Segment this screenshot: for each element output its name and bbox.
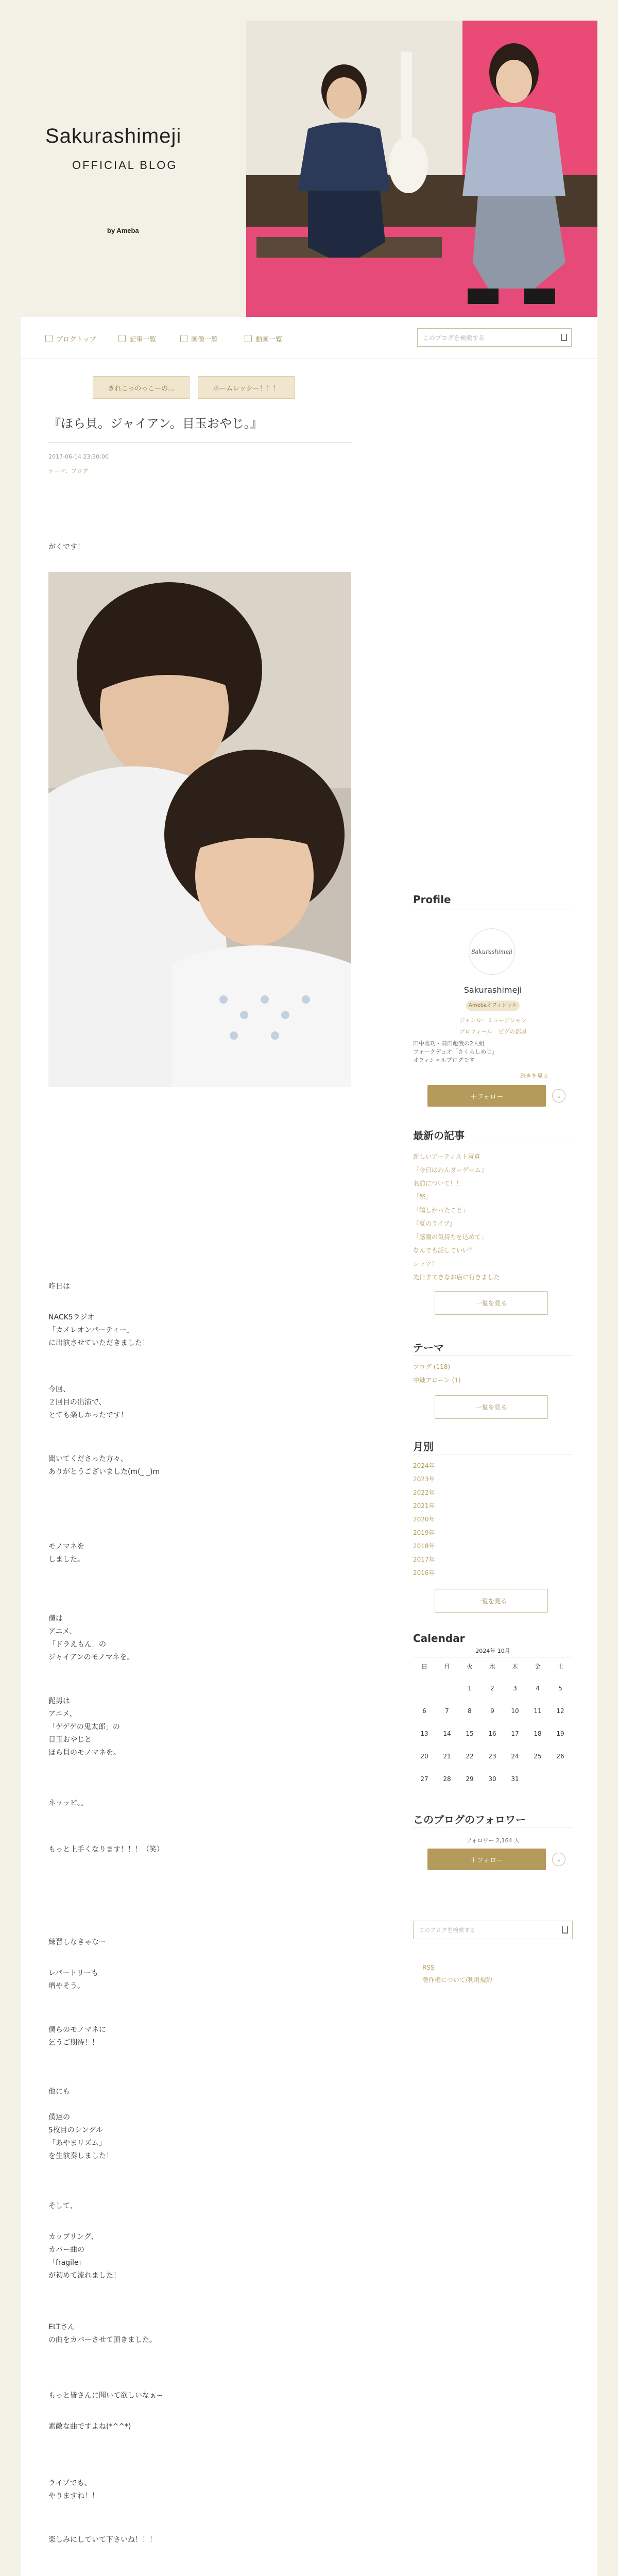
theme-heading: テーマ (413, 1342, 444, 1354)
month-link[interactable]: 2016年 (413, 1569, 435, 1577)
calendar-day[interactable]: 22 (466, 1753, 474, 1760)
article-intro: がくです！ (48, 543, 84, 551)
calendar-weekdays (413, 1662, 573, 1671)
chevron-down-icon: ⌄ (556, 1856, 562, 1863)
search-input[interactable] (417, 328, 572, 347)
recent-article-link[interactable]: 先日すてきなお店に行きました (413, 1274, 500, 1281)
calendar-week (413, 1730, 573, 1737)
month-link[interactable]: 2019年 (413, 1529, 435, 1536)
nav-label: 動画一覧 (255, 335, 283, 344)
weekday: 日 (421, 1663, 427, 1670)
weekday: 火 (466, 1663, 473, 1670)
terms-link[interactable]: 著作権について/利用規約 (422, 1976, 492, 1984)
article-paragraph: そして、 (48, 2202, 77, 2210)
blog-title: Sakurashimeji (45, 125, 182, 147)
recent-article-link[interactable]: 新しいアーティスト写真 (413, 1153, 480, 1160)
article-paragraph: もっと上手くなります！！！（笑） (48, 1845, 164, 1854)
article-paragraph: NACK5ラジオ 「カメレオンパーティー」 に出演させていただきました！ (48, 1313, 149, 1347)
recent-article-link[interactable]: 『夏のライブ』 (413, 1220, 456, 1227)
recent-articles-heading: 最新の記事 (413, 1129, 465, 1142)
calendar-day[interactable]: 27 (420, 1775, 428, 1783)
ameba-logo: by Ameba (107, 227, 139, 234)
blog-subtitle: OFFICIAL BLOG (72, 159, 178, 172)
calendar-week (413, 1685, 573, 1692)
follow-menu-button-2[interactable] (552, 1853, 565, 1866)
profile-description: 田中雅功・髙田彪我の2人組 フォークデュオ「さくらしめじ」 オフィシャルブログです (413, 1040, 498, 1063)
calendar-day[interactable]: 1 (468, 1685, 472, 1692)
followers-count: フォロワー 2,164 人 (466, 1837, 520, 1844)
month-link[interactable]: 2018年 (413, 1543, 435, 1550)
avatar-logo-text: Sakurashimeji (471, 948, 512, 955)
article-paragraph: モノマネを しました。 (48, 1543, 84, 1564)
theme-link[interactable]: 中継アローン (1) (413, 1377, 461, 1384)
month-link[interactable]: 2024年 (413, 1462, 435, 1469)
calendar-day[interactable]: 10 (511, 1707, 519, 1715)
recent-article-link[interactable]: 「祭」 (413, 1193, 432, 1200)
article-paragraph: 他にも (48, 2088, 70, 2096)
search-icon[interactable] (562, 1926, 568, 1934)
calendar-day[interactable]: 8 (468, 1707, 472, 1715)
weekday: 木 (511, 1663, 518, 1670)
article-date: 2017-06-14 23:30:00 (48, 453, 109, 460)
recent-article-link[interactable]: 「嬉しかったこと」 (413, 1207, 469, 1214)
prev-article-button[interactable]: きれこっのっこーの... (93, 376, 190, 399)
article-paragraph: 楽しみにしていて下さいね！！！ (48, 2536, 157, 2544)
weekday: 土 (557, 1663, 563, 1670)
profile-name[interactable]: Sakurashimeji (464, 985, 522, 995)
calendar-day[interactable]: 13 (420, 1730, 428, 1737)
calendar-day[interactable]: 21 (443, 1753, 451, 1760)
calendar-day[interactable]: 26 (556, 1753, 564, 1760)
article-paragraph: 今回、 ２回目の出演で、 とても楽しかったです！ (48, 1385, 128, 1419)
search-icon[interactable] (561, 334, 567, 341)
calendar-day[interactable]: 16 (488, 1730, 496, 1737)
article-paragraph: カップリング、 カバー曲の 「fragile」 が初めて流れました！ (48, 2233, 121, 2280)
article-title: 『ほら貝。ジャイアン。目玉おやじ。』 (48, 416, 263, 431)
theme-link[interactable]: ブログ (118) (413, 1363, 451, 1370)
followers-heading: このブログのフォロワー (413, 1814, 526, 1826)
weekday: 水 (489, 1663, 495, 1670)
article-paragraph: 僕らのモノマネに 乞うご期待！！ (48, 2026, 106, 2047)
nav-image-list[interactable] (180, 333, 218, 344)
calendar-day[interactable]: 24 (511, 1753, 519, 1760)
calendar-week (413, 1707, 573, 1715)
search-placeholder: このブログを検索する (423, 334, 485, 342)
calendar-day[interactable]: 3 (513, 1685, 517, 1692)
calendar-day[interactable]: 23 (488, 1753, 496, 1760)
calendar-week (413, 1753, 573, 1760)
profile-rank[interactable]: ジャンル：ミュージシャン (459, 1017, 527, 1024)
article-paragraph: レパートリーも 増やそう。 (48, 1969, 99, 1990)
calendar-day[interactable]: 6 (422, 1707, 426, 1715)
month-more-button[interactable]: 一覧を見る (435, 1589, 548, 1613)
recent-more-button[interactable]: 一覧を見る (435, 1291, 548, 1315)
calendar-day[interactable]: 29 (466, 1775, 474, 1783)
rss-link[interactable]: RSS (422, 1964, 435, 1971)
weekday: 金 (534, 1663, 541, 1670)
home-icon (45, 335, 53, 342)
profile-tabs[interactable]: プロフィール ピグの部屋 (459, 1028, 527, 1035)
article-photo[interactable] (48, 572, 351, 1087)
chevron-down-icon: ⌄ (556, 1092, 562, 1099)
calendar-day[interactable] (436, 1685, 458, 1692)
calendar-week (413, 1775, 573, 1783)
calendar-day[interactable]: 20 (420, 1753, 428, 1760)
search-placeholder: このブログを検索する (419, 1927, 475, 1934)
nav-blog-top[interactable] (45, 333, 96, 344)
calendar-day[interactable] (413, 1685, 436, 1692)
profile-heading: Profile (413, 893, 451, 906)
article-paragraph: 聞いてくださった方々、 ありがとうございました(m(_ _)m (48, 1455, 160, 1476)
calendar-day[interactable]: 7 (445, 1707, 449, 1715)
month-link[interactable]: 2020年 (413, 1516, 435, 1523)
recent-article-link[interactable]: 『今日はわんダーゲーム』 (413, 1166, 488, 1174)
month-link[interactable]: 2021年 (413, 1502, 435, 1510)
recent-article-link[interactable]: 名前について！！ (413, 1180, 462, 1187)
article-paragraph: 昨日は (48, 1282, 70, 1291)
video-icon (245, 335, 252, 342)
calendar-day[interactable]: 30 (488, 1775, 496, 1783)
calendar-day[interactable]: 25 (534, 1753, 542, 1760)
image-icon (180, 335, 187, 342)
article-paragraph: もっと皆さんに聞いて欲しいなぁ~ (48, 2392, 163, 2400)
blog-header[interactable] (21, 21, 597, 317)
calendar-day[interactable]: 28 (443, 1775, 451, 1783)
nav-video-list[interactable] (245, 333, 282, 344)
recent-article-link[interactable]: 「感謝の気持ちを込めて」 (413, 1233, 488, 1241)
calendar-day[interactable]: 11 (534, 1707, 542, 1715)
nav-label: 記事一覧 (129, 335, 157, 344)
article-paragraph: 僕は アニメ、 「ドラえもん」の ジャイアンのモノマネを。 (48, 1615, 134, 1662)
article-paragraph: 僕達の 5枚目のシングル 「あやまリズム」 を生演奏しました！ (48, 2113, 113, 2160)
profile-avatar[interactable] (469, 928, 515, 975)
follow-menu-button[interactable] (552, 1089, 565, 1103)
page (21, 21, 597, 2576)
article-paragraph: 髭男は アニメ、 「ゲゲゲの鬼太郎」の 目玉おやじと ほら貝のモノマネを。 (48, 1697, 121, 1757)
nav-article-list[interactable] (118, 333, 156, 344)
next-article-button[interactable]: ホームレッシー！！！ (198, 376, 295, 399)
calendar-month: 2024年 10月 (475, 1648, 510, 1654)
calendar-day[interactable]: 4 (536, 1685, 540, 1692)
global-nav (21, 317, 597, 359)
calendar-day[interactable]: 5 (558, 1685, 562, 1692)
calendar-heading: Calendar (413, 1632, 465, 1645)
calendar-day[interactable]: 19 (556, 1730, 564, 1737)
recent-article-link[interactable]: なんでも話していい？ (413, 1247, 475, 1254)
header-photo (246, 21, 597, 317)
calendar-day[interactable] (549, 1775, 572, 1783)
calendar-day[interactable]: 17 (511, 1730, 519, 1737)
calendar-day[interactable]: 15 (466, 1730, 474, 1737)
theme-more-button[interactable]: 一覧を見る (435, 1395, 548, 1419)
article-paragraph: ライブでも、 やりますね！！ (48, 2479, 99, 2500)
month-link[interactable]: 2017年 (413, 1556, 435, 1563)
month-heading: 月別 (413, 1440, 434, 1453)
sidebar-search-input[interactable] (413, 1921, 573, 1939)
title-divider (48, 442, 352, 443)
calendar-day[interactable]: 2 (490, 1685, 494, 1692)
article-paragraph: ネッッビ。。 (48, 1799, 88, 1807)
weekday: 月 (443, 1663, 450, 1670)
calendar-day[interactable]: 31 (511, 1775, 519, 1783)
calendar-day[interactable]: 14 (443, 1730, 451, 1737)
nav-label: ブログトップ (56, 335, 96, 344)
article-paragraph: 素敵な曲ですよね(*^^*) (48, 2422, 131, 2431)
follow-button[interactable]: ＋フォロー (427, 1085, 546, 1107)
profile-more-link[interactable]: 続きを見る (520, 1073, 548, 1079)
nav-label: 画像一覧 (191, 335, 218, 344)
list-icon (118, 335, 126, 342)
recent-article-link[interactable]: レッツ！ (413, 1260, 438, 1267)
official-badge: Amebaオフィシャル (466, 1001, 520, 1011)
article-theme[interactable]: テーマ：ブログ (48, 468, 88, 474)
follow-button-2[interactable]: ＋フォロー (427, 1849, 546, 1870)
month-link[interactable]: 2023年 (413, 1476, 435, 1483)
article-paragraph: 練習しなきゃなー (48, 1938, 106, 1946)
calendar-day[interactable] (526, 1775, 549, 1783)
calendar-day[interactable]: 9 (490, 1707, 494, 1715)
month-link[interactable]: 2022年 (413, 1489, 435, 1496)
article-paragraph: ELTさん の曲をカバーさせて頂きました。 (48, 2323, 157, 2344)
calendar-day[interactable]: 12 (556, 1707, 564, 1715)
calendar-day[interactable]: 18 (534, 1730, 542, 1737)
